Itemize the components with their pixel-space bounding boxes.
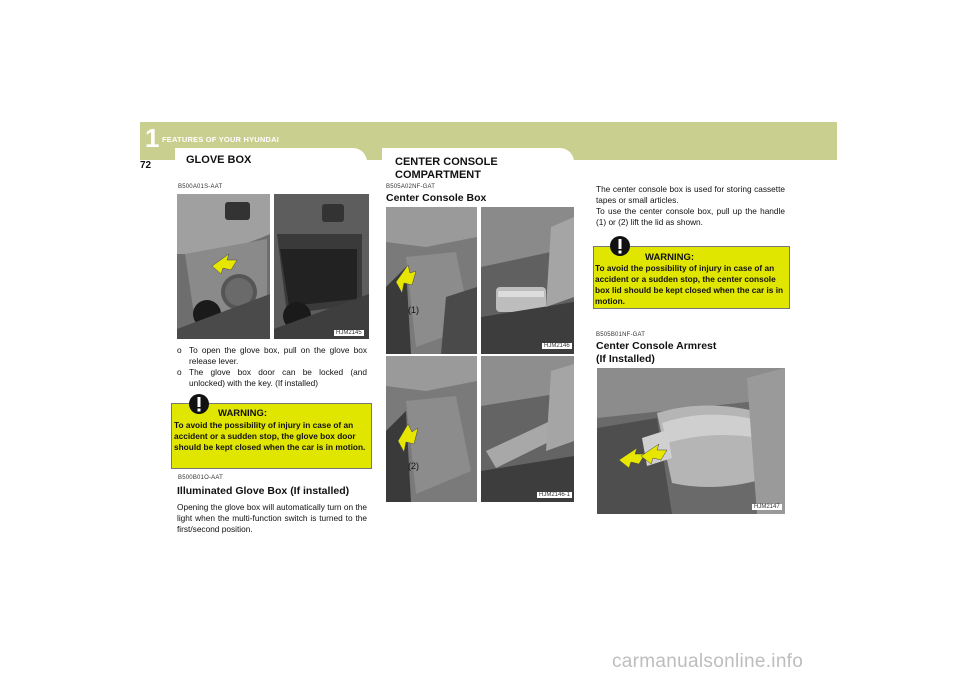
section-title-glove-box: GLOVE BOX	[186, 154, 252, 166]
warning-label: WARNING:	[218, 408, 268, 419]
subhead-armrest-line1: Center Console Armrest	[596, 340, 717, 352]
warning-text: To avoid the possibility of injury in case of an accident or a sudden stop, the glove box door should be kept closed when the car is in motion.	[174, 420, 366, 452]
doc-code: B505A02NF-GAT	[386, 184, 436, 190]
page-number: 72	[140, 160, 152, 171]
subhead-illuminated-glove-box: Illuminated Glove Box (If installed)	[177, 485, 350, 497]
subhead-center-console-box: Center Console Box	[386, 192, 487, 204]
photo-code: HJM2145	[336, 330, 362, 336]
doc-code: B500B01O-AAT	[178, 475, 223, 481]
console-box-description: The center console box is used for storing cassette tapes or small articles.	[596, 184, 785, 205]
chapter-title: FEATURES OF YOUR HYUNDAI	[162, 135, 280, 144]
photo-code: HJM2146-1	[539, 492, 571, 498]
console-box-instructions: To use the center console box, pull up the handle (1) or (2) lift the lid as shown.	[596, 206, 785, 227]
photo-code: HJM2146	[544, 343, 570, 349]
console-photo-1	[386, 207, 574, 354]
subhead-armrest-line2: (If Installed)	[596, 353, 655, 365]
armrest-photo	[597, 368, 785, 514]
warning-icon	[189, 394, 209, 414]
warning-label: WARNING:	[645, 252, 695, 263]
warning-icon	[610, 236, 630, 256]
console-photo-2	[386, 356, 574, 502]
callout-2: (2)	[408, 461, 419, 471]
chapter-number: 1	[145, 123, 160, 153]
glove-box-instructions	[177, 345, 367, 389]
instruction-item: o The glove box door can be locked (and unlocked) with the key. (If installed)	[177, 367, 367, 388]
doc-code: B500A01S-AAT	[178, 184, 223, 190]
warning-text: To avoid the possibility of injury in case of an accident or a sudden stop, the center console box lid should be kept closed when the car is in motion.	[595, 263, 784, 306]
watermark: carmanualsonline.info	[612, 651, 804, 672]
instruction-item: o To open the glove box, pull on the glove box release lever.	[177, 345, 367, 366]
illuminated-glove-box-text: Opening the glove box will automatically turn on the light when the multi-function switch is turned to the first/second position.	[177, 502, 367, 534]
glove-box-photo	[177, 194, 369, 339]
section-title-center-console-line1: CENTER CONSOLE	[395, 156, 498, 168]
photo-code: HJM2147	[754, 504, 780, 510]
callout-1: (1)	[408, 305, 419, 315]
doc-code: B505B01NF-GAT	[596, 332, 646, 338]
section-title-center-console-line2: COMPARTMENT	[395, 169, 481, 181]
